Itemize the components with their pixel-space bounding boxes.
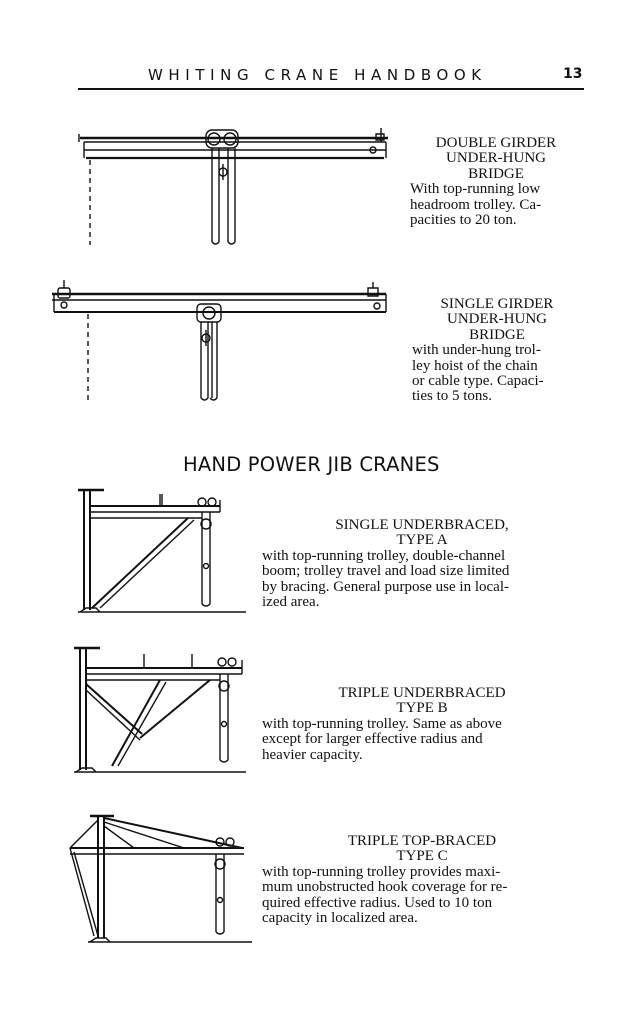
item-description-line: pacities to 20 ton.: [410, 212, 517, 229]
item-description-line: ley hoist of the chain: [412, 357, 538, 374]
item-description-line: mum unobstructed hook coverage for re-: [262, 879, 508, 896]
item-description-line: with top-running trolley, double-channel: [262, 547, 506, 564]
item-description-line: by bracing. General purpose use in local-: [262, 578, 509, 595]
item-title-line: TYPE A: [396, 532, 448, 549]
item-caption: [410, 136, 582, 228]
item-description-line: ties to 5 tons.: [412, 388, 493, 405]
item-description-line: capacity in localized area.: [262, 910, 418, 927]
item-title-line: TRIPLE UNDERBRACED: [338, 685, 506, 701]
item-description-line: with under-hung trol-: [412, 342, 541, 359]
double-girder-bridge-drawing: [76, 120, 396, 250]
item-title-line: SINGLE UNDERBRACED,: [335, 517, 509, 533]
section-heading: HAND POWER JIB CRANES: [183, 453, 440, 476]
item-caption: [262, 834, 582, 926]
single-underbraced-jib-drawing: [70, 484, 250, 619]
item-caption: [262, 518, 582, 610]
item-description-line: boom; trolley travel and load size limited: [262, 563, 510, 580]
item-description-line: with top-running trolley. Same as above: [262, 715, 502, 732]
item-description-line: except for larger effective radius and: [262, 731, 483, 748]
triple-underbraced-jib-drawing: [70, 642, 250, 777]
item-title-line: TYPE C: [396, 848, 448, 865]
header-rule: [78, 88, 584, 90]
item-caption: [262, 686, 582, 763]
item-description-line: With top-running low: [410, 181, 541, 198]
item-title-line: SINGLE GIRDER: [440, 296, 554, 312]
item-caption: [412, 297, 582, 405]
item-title-line: TRIPLE TOP-BRACED: [347, 833, 497, 849]
page-number: 13: [563, 66, 583, 82]
item-title-line: UNDER-HUNG: [446, 150, 546, 167]
single-girder-bridge-drawing: [50, 278, 395, 408]
item-description-line: or cable type. Capaci-: [412, 373, 544, 390]
triple-top-braced-jib-drawing: [64, 808, 254, 948]
item-title-line: BRIDGE: [469, 326, 525, 343]
item-description-line: headroom trolley. Ca-: [410, 196, 542, 213]
item-description-line: heavier capacity.: [262, 746, 363, 763]
item-title-line: DOUBLE GIRDER: [435, 135, 557, 151]
item-description-line: ized area.: [262, 594, 320, 611]
item-title-line: UNDER-HUNG: [447, 311, 547, 328]
item-title-line: TYPE B: [396, 700, 448, 717]
item-description-line: quired effective radius. Used to 10 ton: [262, 894, 493, 911]
item-title-line: BRIDGE: [468, 165, 524, 182]
item-description-line: with top-running trolley provides maxi-: [262, 863, 501, 880]
running-header-title: WHITING CRANE HANDBOOK: [148, 66, 487, 84]
